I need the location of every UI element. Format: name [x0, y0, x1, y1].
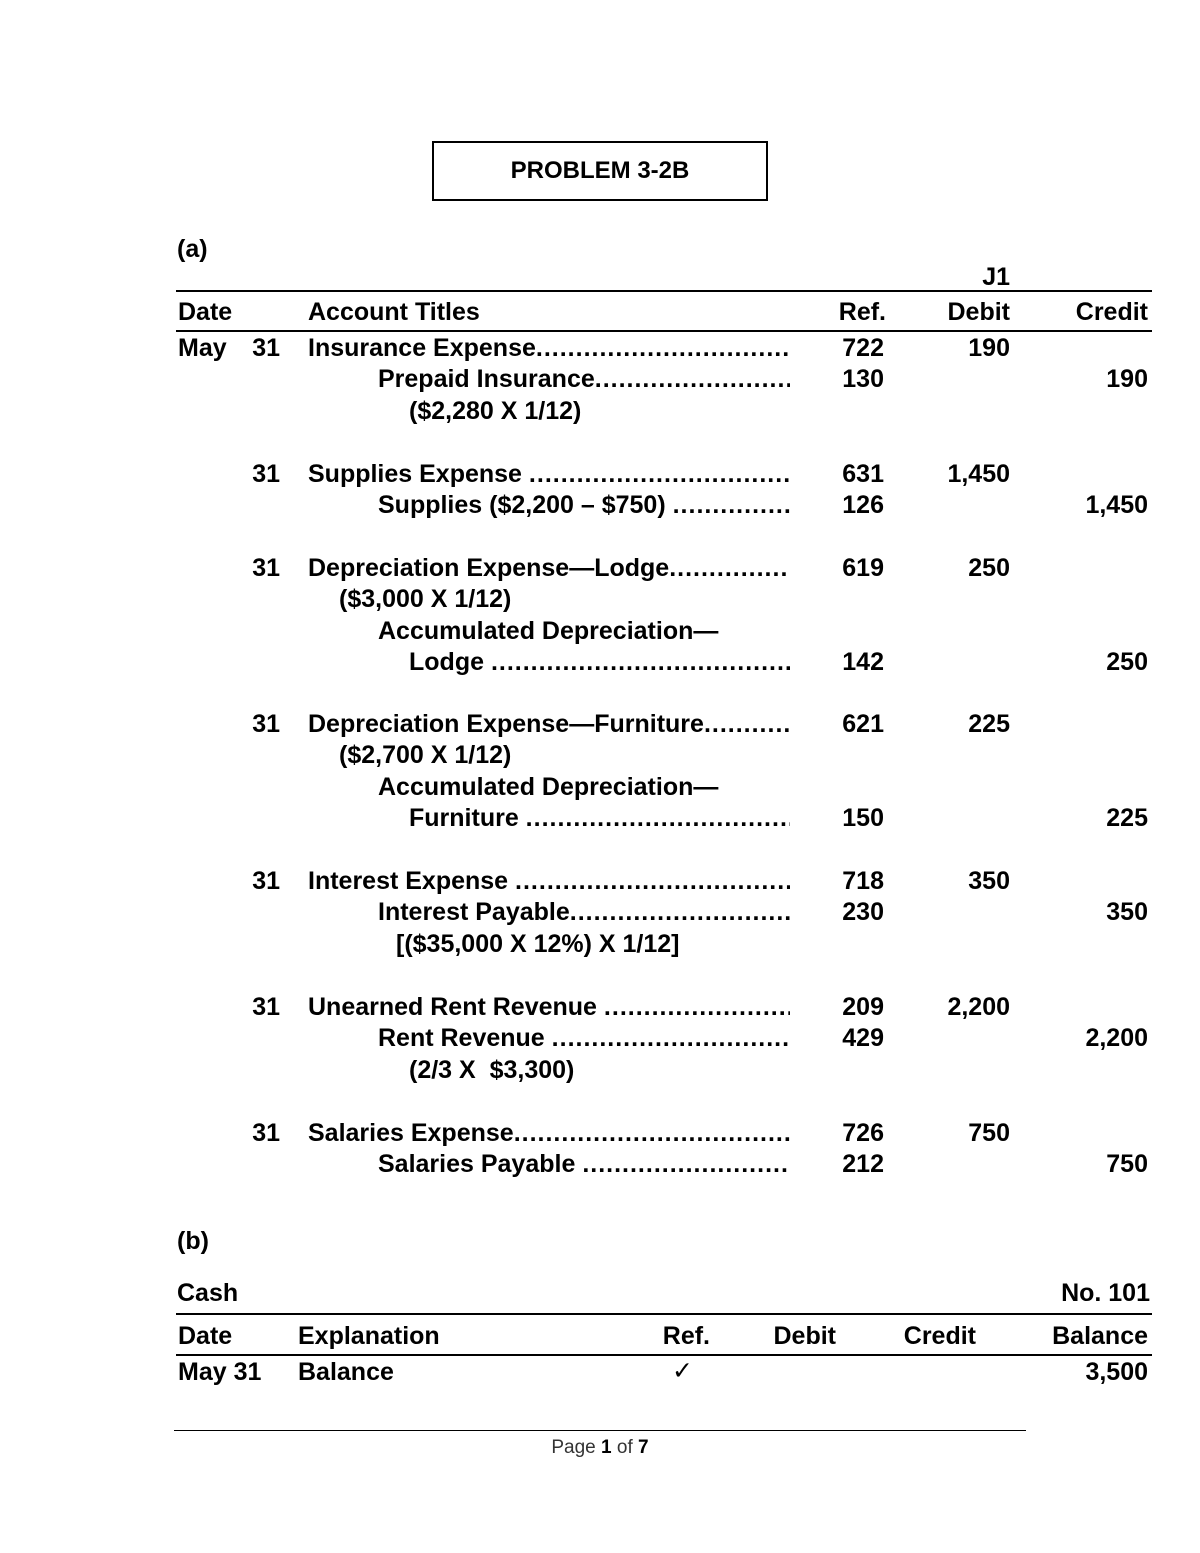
entry-ref: 718 [842, 867, 884, 895]
account-title [308, 712, 790, 737]
entry-ref: 726 [842, 1119, 884, 1147]
entry-day: 31 [252, 710, 280, 738]
account-title [409, 650, 790, 675]
ledger-account-name: Cash [177, 1279, 239, 1307]
entry-ref: 631 [842, 460, 884, 488]
ledger-row-explanation: Balance [298, 1358, 394, 1386]
entry-ref: 722 [842, 334, 884, 362]
ledger-header-ref: Ref. [662, 1322, 710, 1350]
leader-dots [673, 493, 790, 518]
entry-day: 31 [252, 993, 280, 1021]
account-text: Accumulated Depreciation— [378, 773, 719, 801]
account-text: Furniture [409, 804, 526, 832]
account-text: Accumulated Depreciation— [378, 617, 719, 645]
entry-ref: 621 [842, 710, 884, 738]
account-note [339, 743, 511, 768]
entry-ref: 212 [842, 1150, 884, 1178]
part-a-label: (a) [177, 235, 208, 263]
account-text: Interest Expense [308, 867, 516, 895]
account-note [409, 399, 581, 424]
account-text: ($3,000 X 1/12) [339, 585, 512, 613]
journal-header-date: Date [178, 298, 233, 326]
account-text: Lodge [409, 648, 491, 676]
account-text: Interest Payable [378, 898, 570, 926]
entry-debit: 350 [968, 867, 1010, 895]
footer-rule [174, 1430, 1026, 1431]
leader-dots [570, 900, 790, 925]
leader-dots [515, 869, 790, 894]
leader-dots [526, 806, 790, 831]
leader-dots [529, 462, 790, 487]
entry-debit: 1,450 [947, 460, 1010, 488]
account-title [308, 336, 790, 361]
ledger-header-debit: Debit [773, 1322, 836, 1350]
journal-top-rule [176, 290, 1152, 292]
leader-dots [582, 1152, 790, 1177]
entry-ref: 142 [842, 648, 884, 676]
entry-credit: 190 [1106, 365, 1148, 393]
account-text: [($35,000 X 12%) X 1/12] [396, 930, 680, 958]
footer-page-number: 1 [601, 1437, 612, 1458]
ledger-row-date: May 31 [178, 1358, 262, 1386]
account-text: Depreciation Expense—Furniture [308, 710, 704, 738]
entry-credit: 225 [1106, 804, 1148, 832]
account-text: Insurance Expense [308, 334, 536, 362]
account-title [378, 367, 790, 392]
account-text: Supplies ($2,200 – $750) [378, 491, 673, 519]
entry-credit: 250 [1106, 648, 1148, 676]
ledger-row-checkmark-icon: ✓ [672, 1356, 693, 1385]
account-title [308, 995, 790, 1020]
ledger-top-rule [176, 1313, 1152, 1315]
entry-debit: 250 [968, 554, 1010, 582]
footer-of: of [616, 1437, 633, 1458]
account-title [378, 1152, 790, 1177]
account-title [308, 1121, 790, 1146]
journal-ref: J1 [982, 263, 1010, 291]
ledger-header-rule [176, 1354, 1152, 1356]
account-text: Rent Revenue [378, 1024, 552, 1052]
account-title [378, 900, 790, 925]
journal-header-account: Account Titles [308, 298, 480, 326]
footer-prefix: Page [551, 1437, 596, 1458]
account-title [378, 493, 790, 518]
account-text: Prepaid Insurance [378, 365, 595, 393]
account-title [409, 806, 790, 831]
entry-debit: 190 [968, 334, 1010, 362]
leader-dots [595, 367, 790, 392]
account-note [378, 619, 718, 644]
entry-debit: 2,200 [947, 993, 1010, 1021]
ledger-header-explanation: Explanation [298, 1322, 440, 1350]
entry-credit: 1,450 [1085, 491, 1148, 519]
entry-ref: 619 [842, 554, 884, 582]
entry-day: 31 [252, 334, 280, 362]
entry-month: May [178, 334, 227, 362]
account-text: Supplies Expense [308, 460, 529, 488]
entry-ref: 429 [842, 1024, 884, 1052]
account-text: ($2,700 X 1/12) [339, 741, 512, 769]
entry-day: 31 [252, 554, 280, 582]
entry-ref: 230 [842, 898, 884, 926]
account-title [308, 556, 790, 581]
leader-dots [491, 650, 790, 675]
account-text: Salaries Expense [308, 1119, 514, 1147]
page-footer [0, 1437, 1200, 1459]
entry-ref: 130 [842, 365, 884, 393]
ledger-header-date: Date [178, 1322, 233, 1350]
account-note [339, 587, 511, 612]
entry-day: 31 [252, 867, 280, 895]
account-text: (2/3 X $3,300) [409, 1056, 575, 1084]
account-text: ($2,280 X 1/12) [409, 397, 582, 425]
account-note [378, 775, 718, 800]
entry-ref: 209 [842, 993, 884, 1021]
entry-debit: 225 [968, 710, 1010, 738]
account-text: Salaries Payable [378, 1150, 583, 1178]
entry-credit: 750 [1106, 1150, 1148, 1178]
account-title [308, 869, 790, 894]
leader-dots [604, 995, 790, 1020]
ledger-row-balance: 3,500 [1085, 1358, 1148, 1386]
account-title [308, 462, 790, 487]
entry-day: 31 [252, 460, 280, 488]
leader-dots [704, 712, 790, 737]
footer-page-total: 7 [638, 1437, 649, 1458]
account-note [409, 1058, 574, 1083]
entry-credit: 350 [1106, 898, 1148, 926]
entry-debit: 750 [968, 1119, 1010, 1147]
journal-header-debit: Debit [947, 298, 1010, 326]
account-text: Depreciation Expense—Lodge [308, 554, 670, 582]
journal-header-credit: Credit [1075, 298, 1148, 326]
ledger-header-balance: Balance [1052, 1322, 1148, 1350]
account-title [378, 1026, 790, 1051]
leader-dots [536, 336, 790, 361]
journal-header-rule [176, 330, 1152, 332]
entry-credit: 2,200 [1085, 1024, 1148, 1052]
journal-header-ref: Ref. [838, 298, 886, 326]
entry-day: 31 [252, 1119, 280, 1147]
ledger-header-credit: Credit [903, 1322, 976, 1350]
problem-title: PROBLEM 3-2B [432, 141, 768, 201]
entry-ref: 126 [842, 491, 884, 519]
account-text: Unearned Rent Revenue [308, 993, 604, 1021]
account-note [396, 932, 680, 957]
leader-dots [669, 556, 790, 581]
ledger-account-number: No. 101 [1061, 1279, 1150, 1307]
leader-dots [514, 1121, 790, 1146]
leader-dots [552, 1026, 790, 1051]
part-b-label: (b) [177, 1227, 209, 1255]
entry-ref: 150 [842, 804, 884, 832]
